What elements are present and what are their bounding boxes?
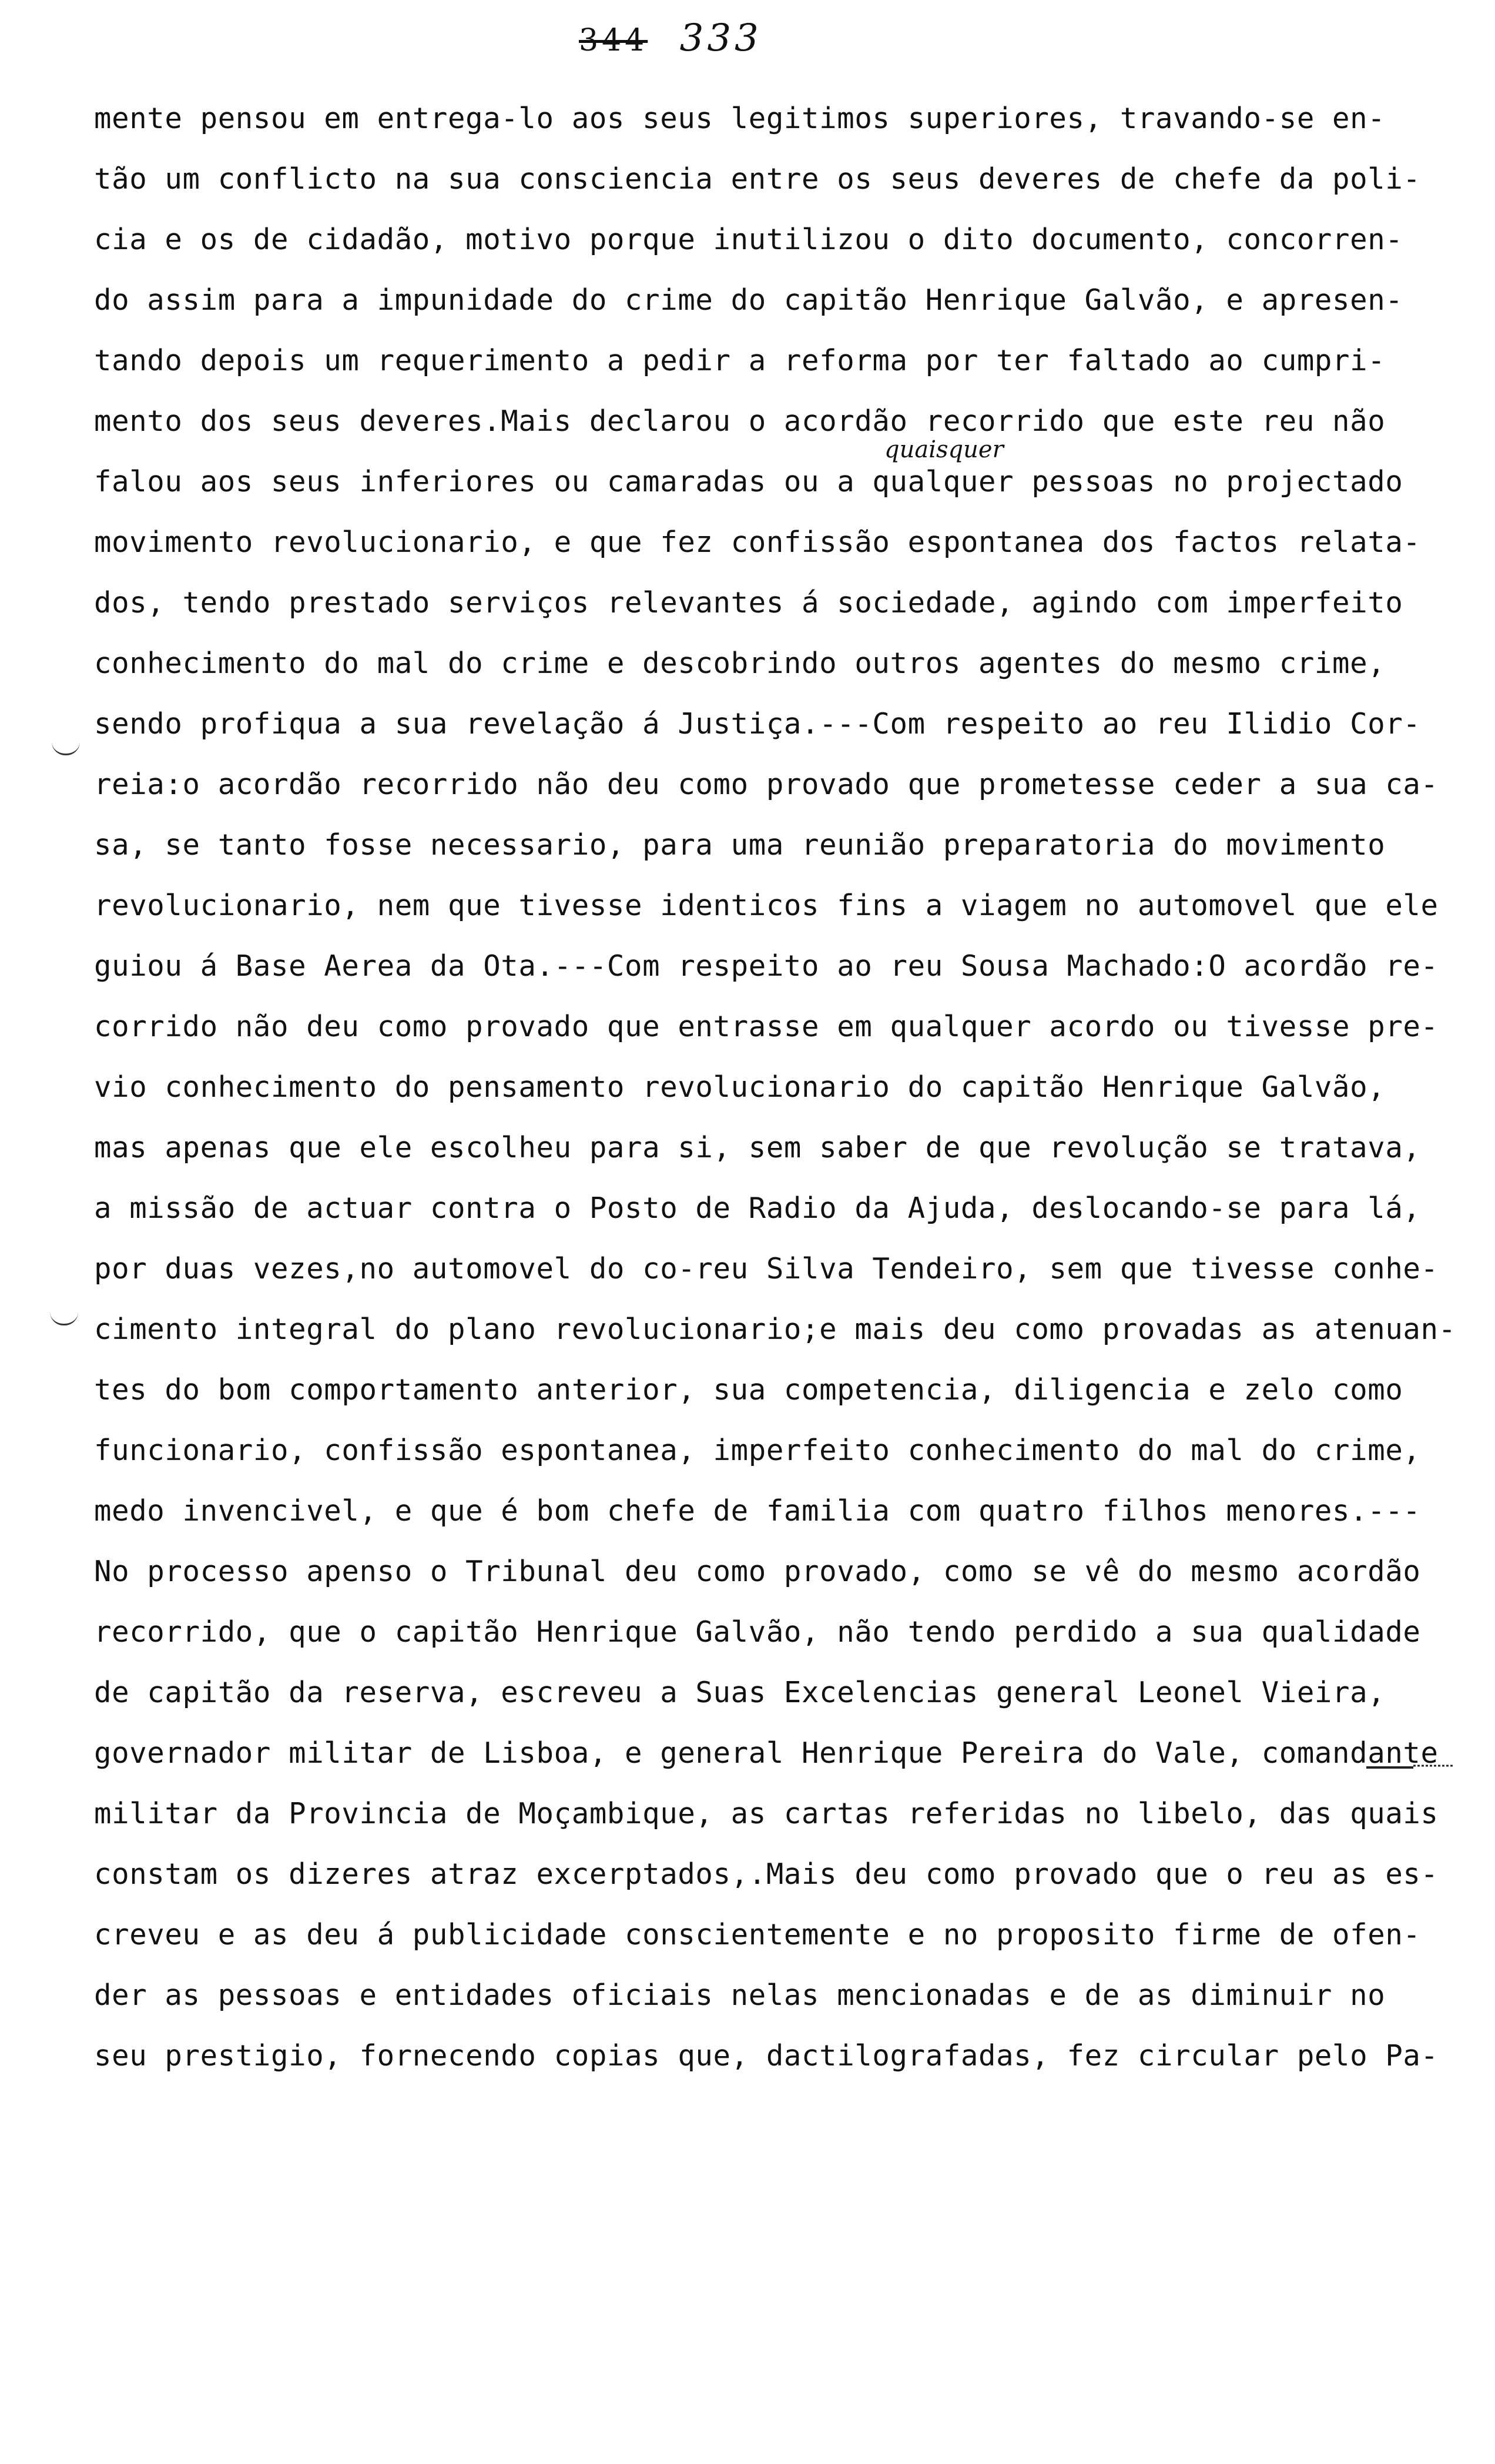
text-line: guiou á Base Aerea da Ota.---Com respeito ao reu Sousa Machado:O acordão re- xyxy=(94,949,1439,983)
text-line: a missão de actuar contra o Posto de Radio da Ajuda, deslocando-se para lá, xyxy=(94,1191,1421,1225)
text-line: revolucionario, nem que tivesse identicos fins a viagem no automovel que ele xyxy=(94,889,1439,922)
text-line: funcionario, confissão espontanea, imperfeito conhecimento do mal do crime, xyxy=(94,1434,1421,1467)
text-line: mas apenas que ele escolheu para si, sem saber de que revolução se tratava, xyxy=(94,1131,1421,1164)
document-body xyxy=(94,88,1456,2086)
margin-tick-mark xyxy=(50,1312,78,1325)
handwritten-correction: quaisquer xyxy=(884,436,1004,463)
text-line: medo invencivel, e que é bom chefe de familia com quatro filhos menores.--- xyxy=(94,1494,1421,1528)
struck-page-number: 344 xyxy=(579,23,648,58)
text-line: cimento integral do plano revolucionario;e mais deu como provadas as atenuan- xyxy=(94,1313,1456,1346)
text-line: sendo profiqua a sua revelação á Justiça.---Com respeito ao reu Ilidio Cor- xyxy=(94,707,1421,741)
text-line: por duas vezes,no automovel do co-reu Silva Tendeiro, sem que tivesse conhe- xyxy=(94,1252,1439,1285)
text-line: falou aos seus inferiores ou camaradas ou a qualquer pessoas no projectado xyxy=(94,465,1403,498)
text-line: militar da Provincia de Moçambique, as cartas referidas no libelo, das quais xyxy=(94,1797,1439,1830)
text-line: tando depois um requerimento a pedir a reforma por ter faltado ao cumpri- xyxy=(94,344,1386,377)
text-line: sa, se tanto fosse necessario, para uma reunião preparatoria do movimento xyxy=(94,828,1386,862)
text-line: dos, tendo prestado serviços relevantes á sociedade, agindo com imperfeito xyxy=(94,586,1403,620)
text-line: No processo apenso o Tribunal deu como provado, como se vê do mesmo acordão xyxy=(94,1555,1421,1588)
text-line: tes do bom comportamento anterior, sua competencia, diligencia e zelo como xyxy=(94,1373,1403,1407)
text-line: seu prestigio, fornecendo copias que, dactilografadas, fez circular pelo Pa- xyxy=(94,2039,1439,2073)
text-line: governador militar de Lisboa, e general Henrique Pereira do Vale, comandante xyxy=(94,1736,1439,1770)
text-line: conhecimento do mal do crime e descobrindo outros agentes do mesmo crime, xyxy=(94,647,1386,680)
text-line: der as pessoas e entidades oficiais nelas mencionadas e de as diminuir no xyxy=(94,1978,1386,2012)
text-line: do assim para a impunidade do crime do capitão Henrique Galvão, e apresen- xyxy=(94,283,1403,317)
text-line: mento dos seus deveres.Mais declarou o acordão recorrido que este reu não xyxy=(94,404,1386,438)
text-line: creveu e as deu á publicidade conscientemente e no proposito firme de ofen- xyxy=(94,1918,1421,1951)
text-line: cia e os de cidadão, motivo porque inutilizou o dito documento, concorren- xyxy=(94,223,1403,256)
text-line: corrido não deu como provado que entrasse em qualquer acordo ou tivesse pre- xyxy=(94,1010,1439,1043)
current-page-number: 333 xyxy=(679,16,762,60)
text-line: constam os dizeres atraz excerptados,.Mais deu como provado que o reu as es- xyxy=(94,1857,1439,1891)
margin-tick-mark xyxy=(52,742,80,755)
end-of-page-mark xyxy=(1366,1762,1454,1769)
text-line: movimento revolucionario, e que fez confissão espontanea dos factos relata- xyxy=(94,525,1421,559)
text-line: recorrido, que o capitão Henrique Galvão, não tendo perdido a sua qualidade xyxy=(94,1615,1421,1649)
text-line: mente pensou em entrega-lo aos seus legitimos superiores, travando-se en- xyxy=(94,102,1386,135)
text-line: reia:o acordão recorrido não deu como provado que prometesse ceder a sua ca- xyxy=(94,768,1439,801)
text-line: vio conhecimento do pensamento revolucionario do capitão Henrique Galvão, xyxy=(94,1070,1386,1104)
page-number xyxy=(579,16,762,60)
text-line: de capitão da reserva, escreveu a Suas Excelencias general Leonel Vieira, xyxy=(94,1676,1386,1709)
text-line: tão um conflicto na sua consciencia entre os seus deveres de chefe da poli- xyxy=(94,162,1421,196)
